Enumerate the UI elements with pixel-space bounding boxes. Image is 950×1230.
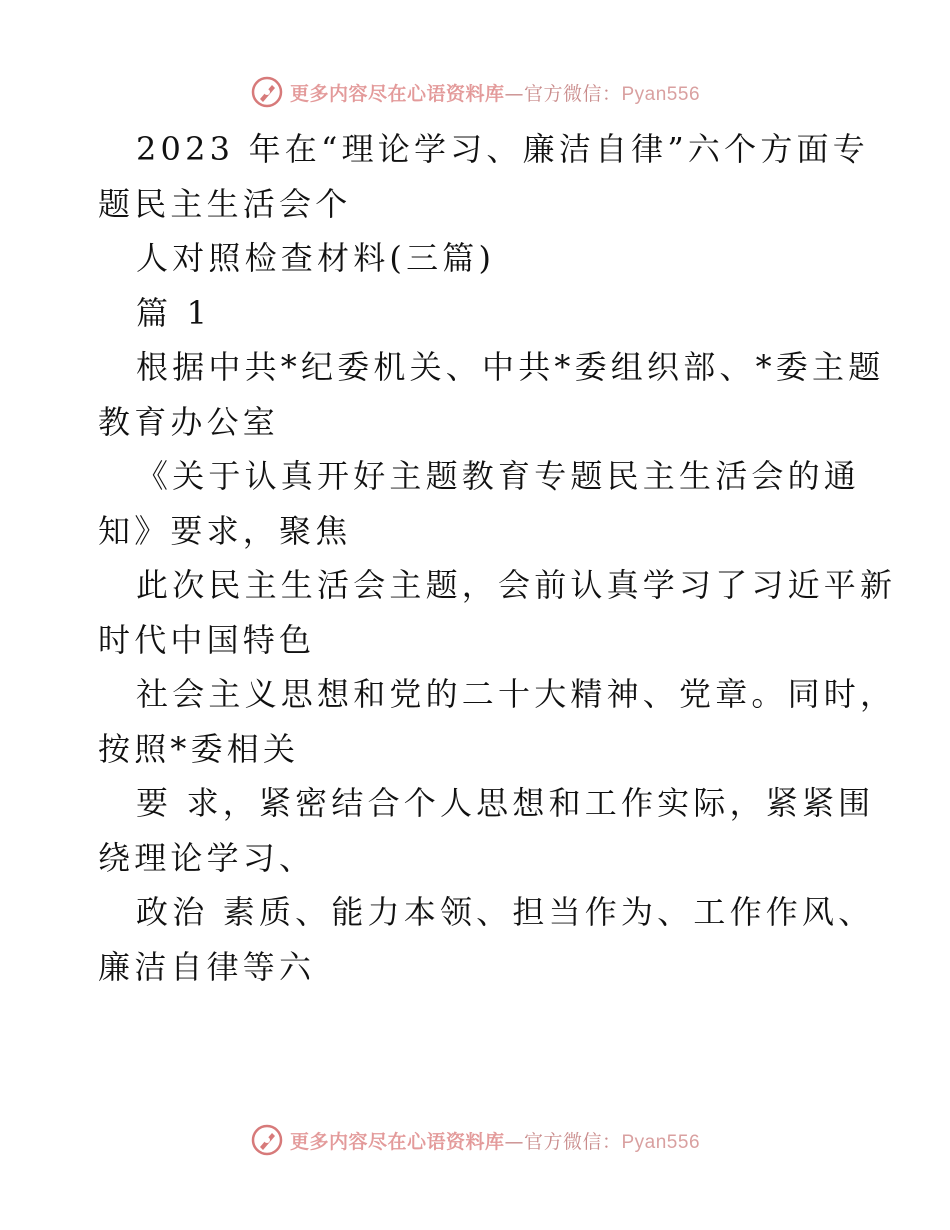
text-line: 政治 素质、能力本领、担当作为、工作作风、 xyxy=(136,893,875,931)
text-line: 此次民主生活会主题，会前认真学习了习近平新 xyxy=(136,566,897,604)
pen-logo-icon xyxy=(250,75,284,109)
text-line: 绕理论学习、 xyxy=(98,838,316,877)
watermark-main: 更多内容尽在心语资料库 xyxy=(289,82,505,105)
text-line: 知》要求，聚焦 xyxy=(98,511,352,550)
watermark-sub: 官方微信： xyxy=(523,82,622,105)
watermark-dash: — xyxy=(504,1130,524,1153)
text-line: 人对照检查材料(三篇) xyxy=(136,239,496,277)
watermark-id: Pyan556 xyxy=(621,83,701,105)
text-line: 教育办公室 xyxy=(98,402,280,441)
text-line: 篇 1 xyxy=(136,293,212,332)
text-line: 根据中共*纪委机关、中共*委组织部、*委主题 xyxy=(136,348,885,386)
text-line: 时代中国特色 xyxy=(98,620,316,659)
text-line: 2023 年在“理论学习、廉洁自律”六个方面专 xyxy=(136,130,869,168)
watermark-sub: 官方微信： xyxy=(523,1130,622,1153)
pen-logo-icon xyxy=(250,1123,284,1157)
text-line: 题民主生活会个 xyxy=(98,184,352,223)
text-line: 按照*委相关 xyxy=(98,729,300,768)
text-line: 要 求，紧密结合个人思想和工作实际，紧紧围 xyxy=(136,784,875,822)
document-body xyxy=(98,122,897,994)
text-line: 《关于认真开好主题教育专题民主生活会的通 xyxy=(136,457,861,495)
footer-watermark xyxy=(0,1120,950,1160)
header-watermark xyxy=(0,72,950,112)
watermark-text xyxy=(290,1127,700,1154)
text-line: 廉洁自律等六 xyxy=(98,947,316,986)
watermark-id: Pyan556 xyxy=(621,1131,701,1153)
text-line: 社会主义思想和党的二十大精神、党章。同时， xyxy=(136,675,897,713)
watermark-text xyxy=(290,79,700,106)
watermark-main: 更多内容尽在心语资料库 xyxy=(289,1130,505,1153)
watermark-dash: — xyxy=(504,82,524,105)
